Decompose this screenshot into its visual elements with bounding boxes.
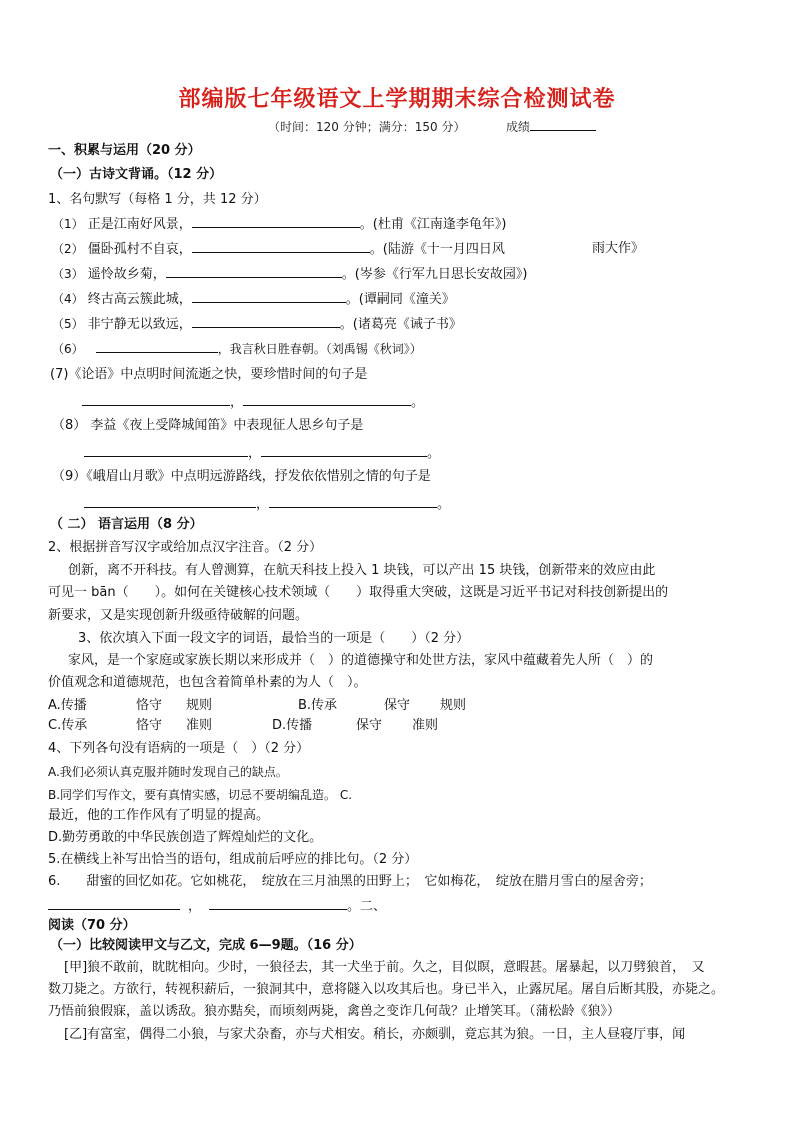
q1-item-7-answer: ， 。 (82, 393, 424, 412)
q2-passage-line-3: 新要求，又是实现创新升级亟待破解的问题。 (48, 608, 309, 623)
answer-blank[interactable] (192, 290, 346, 303)
q3-option-b-word-3: 规则 (440, 698, 467, 713)
q6-stem: 6. 甜蜜的回忆如花。它如桃花， 绽放在三月油黑的田野上； 它如梅花， 绽放在腊月雪白的屋舍旁； (48, 874, 652, 889)
score-blank[interactable] (530, 118, 596, 131)
q3-option-a-word-3: 规则 (186, 698, 213, 713)
q4-option-b[interactable]: B.同学们写作文，要有真情实感，切忌不要胡编乱造。 C. (48, 788, 353, 802)
answer-blank[interactable] (243, 393, 411, 406)
passage-jia-line-2: 数刀毙之。方欲行，转视积薪后，一狼洞其中，意将隧入以攻其后也。身已半入，止露尻尾。屠自后断其股，亦毙之。 (48, 982, 725, 997)
score-label: 成绩 (506, 120, 531, 134)
passage-jia-line-1: [甲]狼不敢前，眈眈相向。少时，一狼径去，其一犬坐于前。久之，目似瞑，意暇甚。屠暴起，以刀劈狼首， 又 (64, 960, 705, 975)
q3-stem: 3、依次填入下面一段文字的词语，最恰当的一项是（ ）（2 分） (78, 631, 470, 646)
q1-item-5: （5） 非宁静无以致远， 。(诸葛亮《诫子书》 (52, 317, 462, 332)
q1-item-6: （6） ，我言秋日胜春朝。（刘禹锡《秋词》） (52, 342, 422, 356)
q6-answer: ， 。二、 (48, 897, 386, 916)
q3-option-c-word-3: 准则 (186, 718, 213, 733)
exam-time-info: （时间：120 分钟；满分：150 分） (268, 120, 466, 134)
answer-blank[interactable] (192, 240, 370, 253)
q1-intro: 1、名句默写（每格 1 分，共 12 分） (48, 192, 267, 207)
answer-blank[interactable] (96, 340, 218, 353)
passage-yi-line-1: [乙]有富室，偶得二小狼，与家犬杂畜，亦与犬相安。稍长，亦颇驯，竟忘其为狼。一日，主人昼寝厅事，闻 (64, 1027, 686, 1042)
q1-item-4: （4） 终古高云簇此城， 。(谭嗣同《潼关》 (52, 292, 455, 307)
q4-option-d[interactable]: D.勤劳勇敢的中华民族创造了辉煌灿烂的文化。 (48, 830, 323, 845)
part1-heading: 一、积累与运用（20 分） (48, 143, 201, 158)
page-title: 部编版七年级语文上学期期末综合检测试卷 (178, 86, 616, 112)
q3-option-b-word-2: 保守 (384, 698, 411, 713)
answer-blank[interactable] (84, 495, 256, 508)
answer-blank[interactable] (82, 393, 230, 406)
q1-item-8-answer: ， 。 (84, 444, 440, 463)
answer-blank[interactable] (48, 897, 180, 910)
q3-option-a[interactable]: A.传播 (48, 698, 87, 713)
q1-item-7: (7)《论语》中点明时间流逝之快，要珍惜时间的句子是 (50, 367, 368, 382)
q3-option-a-word-2: 恪守 (136, 698, 163, 713)
reading-sec1-heading: （一）比较阅读甲文与乙文，完成 6—9题。（16 分） (50, 938, 362, 953)
q4-option-a[interactable]: A.我们必须认真克服并随时发现自己的缺点。 (48, 765, 288, 779)
q3-option-b[interactable]: B.传承 (298, 698, 338, 713)
q3-option-c-word-2: 恪守 (136, 718, 163, 733)
answer-blank[interactable] (269, 495, 437, 508)
answer-blank[interactable] (261, 444, 427, 457)
q3-passage-line-2: 价值观念和道德规范，也包含着简单朴素的为人（ ）。 (48, 675, 367, 690)
answer-blank[interactable] (166, 265, 342, 278)
q1-item-2-tail: 雨大作》 (592, 241, 645, 256)
q1-item-8: （8） 李益《夜上受降城闻笛》中表现征人思乡句子是 (52, 418, 364, 433)
q1-item-2: （2） 僵卧孤村不自哀， 。(陆游《十一月四日风 (52, 242, 505, 257)
answer-blank[interactable] (84, 444, 248, 457)
q1-item-3: （3） 遥怜故乡菊， 。(岑参《行军九日思长安故园》) (52, 267, 528, 282)
sec2-heading: （ 二） 语言运用（8 分） (50, 517, 203, 532)
q3-option-c[interactable]: C.传承 (48, 718, 88, 733)
q1-item-1: （1） 正是江南好风景， 。(杜甫《江南逢李龟年》) (52, 217, 507, 232)
passage-jia-line-3: 乃悟前狼假寐，盖以诱敌。狼亦黠矣，而顷刻两毙，禽兽之变诈几何哉？止增笑耳。（蒲松龄《狼》） (48, 1004, 621, 1019)
q2-stem: 2、根据拼音写汉字或给加点汉字注音。（2 分） (48, 540, 323, 555)
q3-option-d[interactable]: D.传播 (272, 718, 313, 733)
q4-option-c[interactable]: 最近，他的工作作风有了明显的提高。 (48, 808, 270, 823)
q1-item-9: （9）《峨眉山月歌》中点明远游路线，抒发依依惜别之情的句子是 (52, 469, 431, 484)
q3-option-d-word-2: 保守 (356, 718, 383, 733)
score-field[interactable] (506, 118, 596, 136)
q3-passage-line-1: 家风，是一个家庭或家族长期以来形成并（ ）的道德操守和处世方法，家风中蕴藏着先人所（ ）的 (68, 653, 654, 668)
q2-passage-line-2: 可见一 bān（ ）。如何在关键核心技术领域（ ）取得重大突破，这既是习近平书记对科技创新提出的 (48, 585, 669, 600)
part2-heading: 阅读（70 分） (48, 918, 136, 933)
answer-blank[interactable] (192, 215, 360, 228)
q1-item-9-answer: ， 。 (84, 495, 450, 514)
sec1-heading: （一）古诗文背诵。（12 分） (50, 167, 223, 182)
answer-blank[interactable] (209, 897, 347, 910)
q3-option-d-word-3: 准则 (412, 718, 439, 733)
q4-stem: 4、下列各句没有语病的一项是（ ）（2 分） (48, 741, 310, 756)
answer-blank[interactable] (192, 315, 340, 328)
q2-passage-line-1: 创新，离不开科技。有人曾测算，在航天科技上投入 1 块钱，可以产出 15 块钱，创新带来的效应由此 (68, 563, 656, 578)
q5-stem: 5.在横线上补写出恰当的语句，组成前后呼应的排比句。（2 分） (48, 852, 418, 867)
